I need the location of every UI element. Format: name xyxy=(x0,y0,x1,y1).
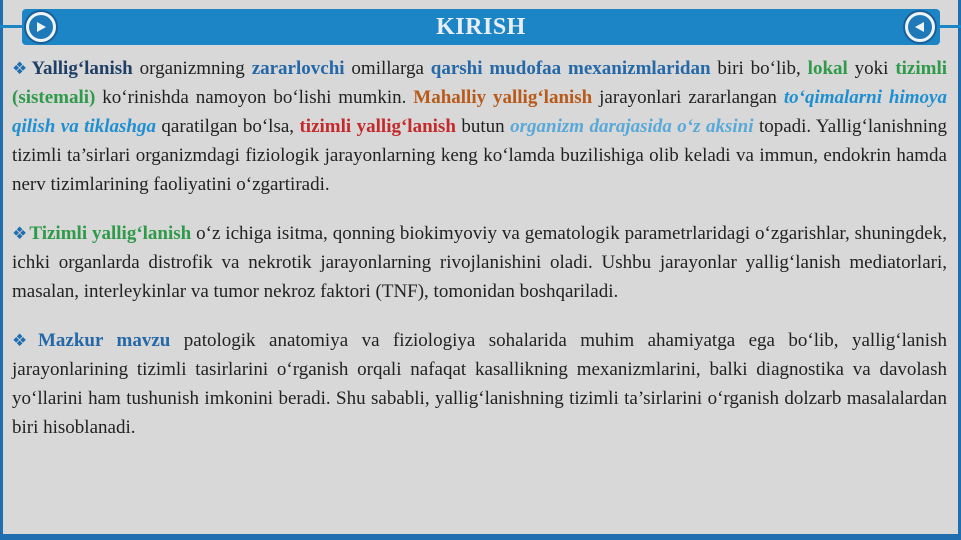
text-span: o‘z ichiga isitma, qonning biokimyoviy va gematologik parametrlaridagi o‘zgarishlar, shuningdek, ichki organlarda distrofik va nekrotik jarayonlarning rivojlanishini oladi. Ushbu jarayonlar yallig‘lanish mediatorlari, masalan, interleykinlar va tumor nekroz faktori (TNF), tomonidan boshqariladi. xyxy=(12,223,947,302)
play-right-icon xyxy=(908,15,932,39)
paragraph-1 xyxy=(12,54,947,199)
term-lokal: lokal xyxy=(807,58,848,79)
term-organizm-darajasida: organizm darajasida o‘z aksini xyxy=(510,116,754,137)
term-zararlovchi: zararlovchi xyxy=(251,58,345,79)
term-mahalliy: Mahalliy yallig‘lanish xyxy=(413,87,593,108)
text-span: organizmning xyxy=(132,58,252,79)
paragraph-2 xyxy=(12,219,947,306)
term-qarshi-mudofaa: qarshi mudofaa mexanizmlaridan xyxy=(430,58,711,79)
term-yalliglanish: Yallig‘lanish xyxy=(31,58,133,79)
paragraph-3 xyxy=(12,326,947,442)
text-span: qaratilgan bo‘lsa, xyxy=(155,116,300,137)
left-border xyxy=(0,0,3,540)
text-span: jarayonlari zararlangan xyxy=(592,87,784,108)
text-span: yoki xyxy=(847,58,896,79)
term-toqimalarni: to‘qimalarni himoya qilish va tiklashga xyxy=(12,87,947,137)
term-tizimli-yalliglanish: tizimli yallig‘lanish xyxy=(299,116,456,137)
term-mazkur-mavzu: Mazkur mavzu xyxy=(37,330,171,351)
header-bar xyxy=(22,9,940,45)
text-span: omillarga xyxy=(344,58,431,79)
next-slide-button[interactable] xyxy=(903,10,937,44)
prev-slide-button[interactable] xyxy=(24,10,58,44)
text-span: biri bo‘lib, xyxy=(710,58,808,79)
slide-content xyxy=(12,54,947,524)
diamond-bullet-icon: ❖ xyxy=(12,331,36,350)
bottom-strip xyxy=(0,534,961,540)
text-span: topadi. Yallig‘lanishning tizimli ta’sirlari organizmdagi fiziologik jarayonlarning keng ko‘lamda buzilishiga olib keladi va immun, endokrin hamda nerv tizimlarining faoliyatini o‘zgartiradi. xyxy=(12,116,948,195)
text-span: ko‘rinishda namoyon bo‘lishi mumkin. xyxy=(95,87,414,108)
term-tizimli-sistemali: tizimli (sistemali) xyxy=(12,58,948,108)
term-tizimli-yalliglanish-2: Tizimli yallig‘lanish xyxy=(29,223,192,244)
diamond-bullet-icon: ❖ xyxy=(12,224,28,243)
play-left-icon xyxy=(29,15,53,39)
page-title: KIRISH xyxy=(436,13,526,40)
text-span: patologik anatomiya va fiziologiya sohalarida muhim ahamiyatga ega bo‘lib, yallig‘lanish jarayonlarining tizimli tasirlarini o‘rganish orqali nafaqat kasallikning mexanizmlarini, balki diagnostika va davolash yo‘llarini ham tushunish imkonini beradi. Shu sababli, yallig‘lanishning tizimli ta’sirlarini o‘rganish dolzarb masalalardan biri hisoblanadi. xyxy=(12,330,947,438)
diamond-bullet-icon: ❖ xyxy=(12,59,30,78)
text-span: butun xyxy=(455,116,511,137)
